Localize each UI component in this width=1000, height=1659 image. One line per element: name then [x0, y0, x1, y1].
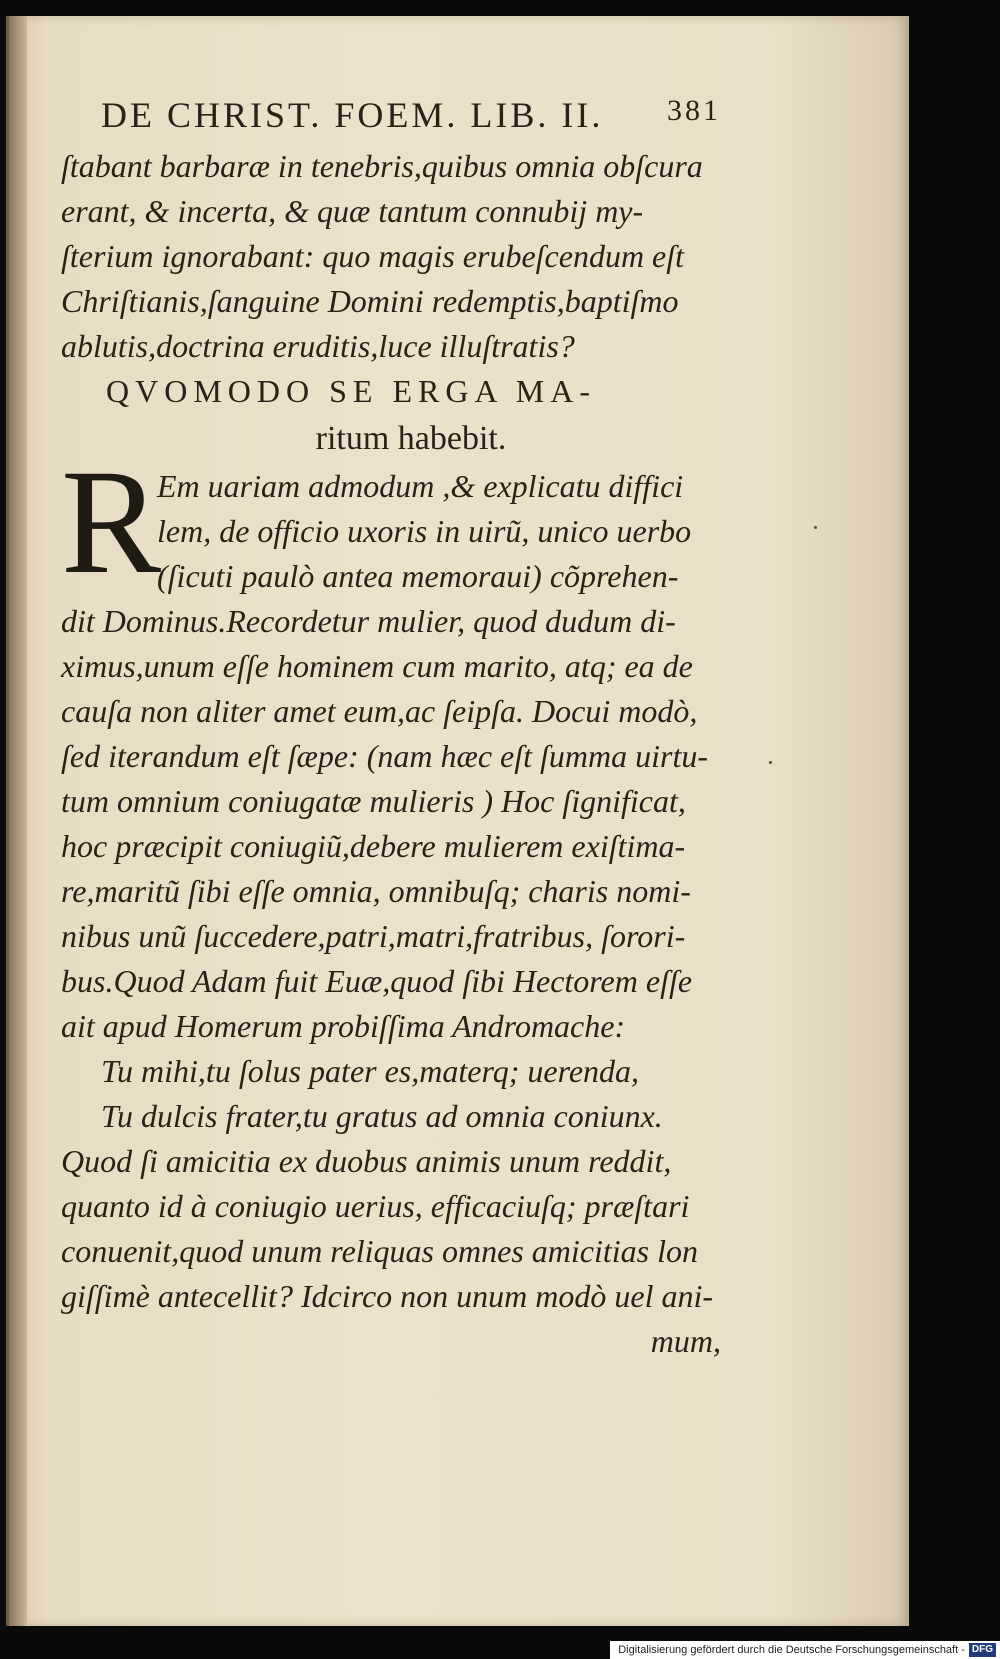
text-line: lem, de officio uxoris in uirũ, unico uerbo: [157, 513, 692, 549]
text-line: erant, & incerta, & quæ tantum connubij my-: [61, 193, 644, 229]
text-line: re,maritũ ſibi eſſe omnia, omnibuſq; charis nomi-: [61, 873, 691, 909]
text-line: bus.Quod Adam fuit Euæ,quod ſibi Hectorem eſſe: [61, 963, 693, 999]
paragraph-3: [61, 1139, 721, 1319]
text-line: ſterium ignorabant: quo magis erubeſcendum eſt: [61, 238, 685, 274]
text-line: (ſicuti paulò antea memoraui) cõprehen-: [157, 558, 679, 594]
text-line: dit Dominus.Recordetur mulier, quod dudum di-: [61, 603, 676, 639]
page-gutter: [9, 16, 27, 1626]
text-line: conuenit,quod unum reliquas omnes amicitias lon: [61, 1233, 698, 1269]
text-line: Chriſtianis,ſanguine Domini redemptis,baptiſmo: [61, 283, 679, 319]
text-line: ſtabant barbaræ in tenebris,quibus omnia obſcura: [61, 148, 703, 184]
dfg-logo: DFG: [969, 1643, 996, 1657]
section-heading-line1: QVOMODO SE ERGA MA-: [106, 373, 597, 409]
text-line: ximus,unum eſſe hominem cum marito, atq; ea de: [61, 648, 693, 684]
text-line: ſed iterandum eſt ſæpe: (nam hæc eſt ſumma uirtu-: [61, 738, 709, 774]
text-line: cauſa non aliter amet eum,ac ſeipſa. Docui modò,: [61, 693, 698, 729]
folio-number: 381: [667, 94, 721, 127]
drop-capital: R: [61, 439, 162, 605]
section-heading-line2: ritum habebit.: [315, 420, 507, 457]
text-line: Em uariam admodum ,& explicatu diffici: [157, 468, 684, 504]
text-line: nibus unũ ſuccedere,patri,matri,fratribus, ſorori-: [61, 918, 686, 954]
verse-line: Tu mihi,tu ſolus pater es,materq; uerenda,: [101, 1053, 640, 1089]
text-line: Quod ſi amicitia ex duobus animis unum reddit,: [61, 1143, 672, 1179]
text-line: quanto id à coniugio uerius, efficaciuſq; præſtari: [61, 1188, 690, 1224]
verse-line: Tu dulcis frater,tu gratus ad omnia coniunx.: [101, 1098, 663, 1134]
verse-quotation: [61, 1049, 721, 1139]
running-header: [61, 94, 721, 144]
text-line: ait apud Homerum probiſſima Andromache:: [61, 1008, 626, 1044]
paragraph-1: [61, 144, 721, 369]
paper-speck: [814, 526, 817, 529]
paragraph-2: [61, 439, 721, 1049]
paper-speck: [769, 761, 772, 764]
digitization-credit: [610, 1641, 1000, 1659]
text-line: giſſimè antecellit? Idcirco non unum modò uel ani-: [61, 1278, 714, 1314]
text-line: tum omnium coniugatæ mulieris ) Hoc ſignificat,: [61, 783, 686, 819]
text-line: hoc præcipit coniugiũ,debere mulierem exiſtima-: [61, 828, 686, 864]
book-page: [6, 16, 909, 1626]
catchword: mum,: [650, 1323, 721, 1359]
running-title: DE CHRIST. FOEM. LIB. II.: [101, 95, 604, 135]
page-text: [61, 94, 721, 1364]
text-line: ablutis,doctrina eruditis,luce illuſtratis?: [61, 328, 575, 364]
credit-text: Digitalisierung gefördert durch die Deutsche Forschungsgemeinschaft -: [618, 1644, 965, 1656]
